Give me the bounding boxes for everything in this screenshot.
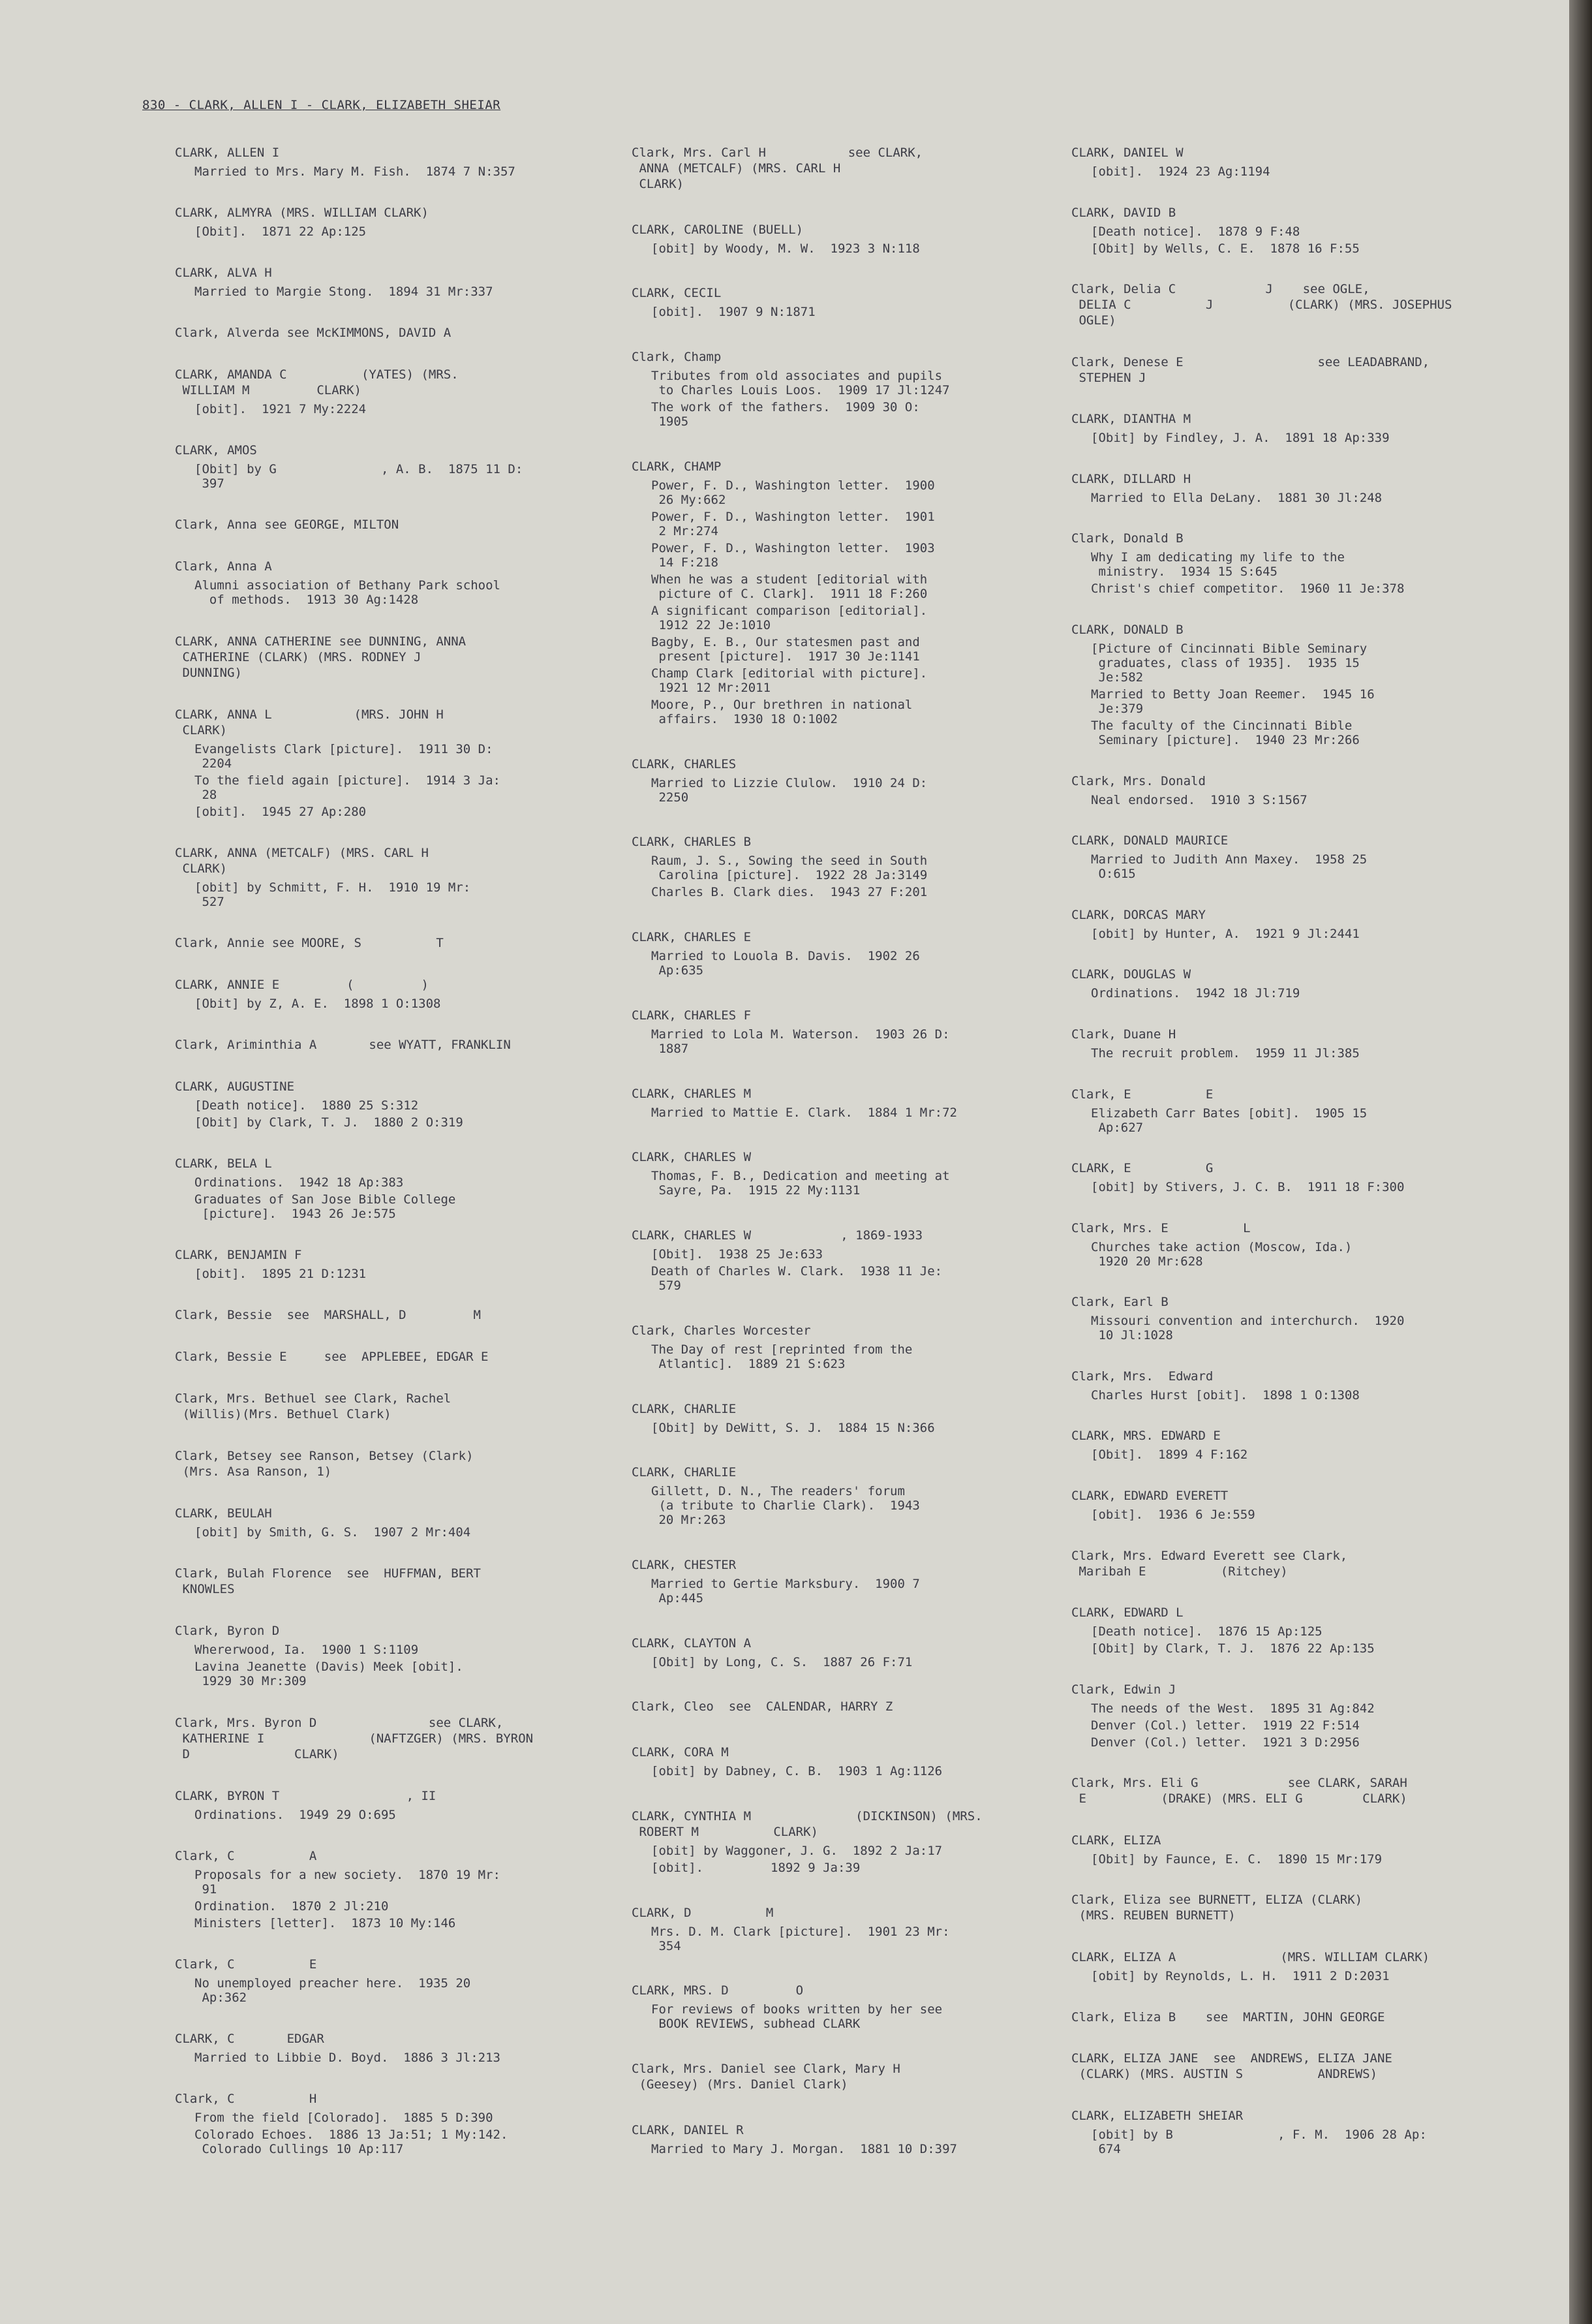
index-entry [1071,1605,1502,1656]
index-entry [1071,281,1502,328]
index-entry [632,1905,1075,1953]
index-entry [632,222,1075,256]
entry-heading: CLARK, ELIZABETH SHEIAR [1071,2108,1244,2123]
entry-citation: Married to Lola M. Waterson. 1903 26 D: 1887 [651,1027,950,1056]
entry-citation: Neal endorsed. 1910 3 S:1567 [1091,792,1308,807]
entry-heading: Clark, Eliza B see MARTIN, JOHN GEORGE [1071,2009,1385,2024]
entry-heading: CLARK, ELIZA [1071,1833,1161,1848]
index-entry [1071,471,1502,505]
index-entry [175,1307,619,1323]
entry-heading: Clark, Byron D [175,1624,280,1639]
entry-citation: Death of Charles W. Clark. 1938 11 Je: 579 [651,1264,943,1294]
entry-citation: When he was a student [editorial with picture of C. Clark]. 1911 18 F:260 [651,572,928,601]
entry-heading: Clark, Mrs. Edward [1071,1369,1214,1384]
entry-citation: Evangelists Clark [picture]. 1911 30 D: 2204 [194,741,493,771]
entry-heading: Clark, Anna see GEORGE, MILTON [175,518,399,533]
index-entry [632,349,1075,429]
entry-heading: CLARK, ELIZA A (MRS. WILLIAM CLARK) [1071,1950,1430,1965]
entry-heading: CLARK, DONALD MAURICE [1071,833,1229,848]
entry-heading: CLARK, MRS. D O [632,1983,804,1998]
index-entry [1071,1220,1502,1269]
entry-citation: [obit] by Dabney, C. B. 1903 1 Ag:1126 [651,1764,943,1779]
index-entry [175,1079,619,1130]
entry-citation: The Day of rest [reprinted from the Atlantic]. 1889 21 S:623 [651,1342,913,1371]
index-entry [1071,1027,1502,1061]
index-entry [632,285,1075,319]
entry-citation: Married to Mrs. Mary M. Fish. 1874 7 N:357 [194,164,515,179]
index-entry [1071,907,1502,941]
index-entry [1071,833,1502,881]
index-entry [1071,622,1502,747]
index-entry [632,1983,1075,2031]
index-entry [1071,967,1502,1000]
entry-citation: The needs of the West. 1895 31 Ag:842 [1091,1701,1375,1716]
entry-heading: Clark, Mrs. Edward Everett see Clark, Maribah E (Ritchey) [1071,1548,1348,1579]
entry-heading: Clark, Donald B [1071,531,1184,546]
entry-heading: Clark, Mrs. E L [1071,1220,1251,1235]
entry-heading: Clark, Bessie E see APPLEBEE, EDGAR E [175,1350,489,1365]
entry-citation: Power, F. D., Washington letter. 1900 26 My:662 [651,478,935,507]
entry-citation: Denver (Col.) letter. 1919 22 F:514 [1091,1718,1360,1733]
entry-heading: CLARK, ALVA H [175,266,272,281]
entry-citation: Missouri convention and interchurch. 1920 10 Jl:1028 [1091,1314,1405,1343]
entry-heading: CLARK, CHARLES W , 1869-1933 [632,1228,923,1243]
entry-citation: [Obit]. 1938 25 Je:633 [651,1247,823,1262]
entry-citation: From the field [Colorado]. 1885 5 D:390 [194,2110,493,2125]
entry-citation: Churches take action (Moscow, Ida.) 1920 20 Mr:628 [1091,1239,1353,1269]
entry-citation: Tributes from old associates and pupils to Charles Louis Loos. 1909 17 Jl:1247 [651,369,950,398]
entry-heading: Clark, Annie see MOORE, S T [175,935,444,950]
index-entry [175,1623,619,1688]
entry-heading: Clark, Champ [632,350,722,365]
entry-citation: [Obit] by Z, A. E. 1898 1 O:1308 [194,996,441,1011]
entry-citation: Denver (Col.) letter. 1921 3 D:2956 [1091,1735,1360,1750]
index-entry [1071,1428,1502,1462]
index-entry [632,756,1075,805]
index-entry [632,1635,1075,1669]
entry-citation: Elizabeth Carr Bates [obit]. 1905 15 Ap:627 [1091,1106,1368,1135]
index-entry [1071,354,1502,386]
entry-heading: CLARK, E G [1071,1161,1214,1176]
index-entry [632,1808,1075,1875]
entry-heading: Clark, Earl B [1071,1295,1169,1310]
entry-citation: Ministers [letter]. 1873 10 My:146 [194,1915,456,1930]
entry-heading: Clark, E E [1071,1087,1214,1102]
index-entry [175,1848,619,1930]
entry-heading: CLARK, CORA M [632,1745,729,1760]
entry-heading: Clark, Mrs. Donald [1071,773,1206,788]
entry-citation: The recruit problem. 1959 11 Jl:385 [1091,1046,1360,1061]
entry-citation: The work of the fathers. 1909 30 O: 1905 [651,400,920,429]
entry-citation: Champ Clark [editorial with picture]. 1921 12 Mr:2011 [651,666,928,695]
entry-citation: Married to Gertie Marksbury. 1900 7 Ap:445 [651,1577,920,1606]
index-entry [1071,1488,1502,1522]
entry-citation: [obit]. 1907 9 N:1871 [651,305,816,320]
entry-citation: [obit]. 1895 21 D:1231 [194,1267,367,1281]
entry-heading: Clark, Cleo see CALENDAR, HARRY Z [632,1699,893,1714]
index-entry [632,2061,1075,2092]
index-entry [1071,1682,1502,1750]
index-column-1 [175,145,619,2173]
entry-heading: Clark, Eliza see BURNETT, ELIZA (CLARK) (MRS. REUBEN BURNETT) [1071,1893,1363,1923]
entry-citation: Colorado Echoes. 1886 13 Ja:51; 1 My:142. Colorado Cullings 10 Ap:117 [194,2127,508,2156]
entry-heading: Clark, Alverda see McKIMMONS, DAVID A [175,326,452,341]
entry-citation: [obit] by B , F. M. 1906 28 Ap: 674 [1091,2127,1427,2156]
entry-citation: To the field again [picture]. 1914 3 Ja: 28 [194,773,500,802]
entry-heading: CLARK, ANNA L (MRS. JOHN H CLARK) [175,707,444,737]
entry-heading: CLARK, AMANDA C (YATES) (MRS. WILLIAM M CLARK) [175,367,459,398]
entry-citation: Raum, J. S., Sowing the seed in South Carolina [picture]. 1922 28 Ja:3149 [651,854,928,883]
index-entry [175,1715,619,1762]
index-entry [1071,411,1502,445]
entry-citation: Married to Lizzie Clulow. 1910 24 D: 2250 [651,775,928,805]
entry-heading: Clark, Bulah Florence see HUFFMAN, BERT KNOWLES [175,1566,481,1597]
entry-citation: [obit]. 1892 9 Ja:39 [651,1860,861,1875]
index-entry [175,205,619,239]
index-entry [632,1149,1075,1198]
entry-heading: CLARK, ALMYRA (MRS. WILLIAM CLARK) [175,206,429,221]
entry-citation: [obit] by Hunter, A. 1921 9 Jl:2441 [1091,926,1360,941]
entry-heading: CLARK, ANNA (METCALF) (MRS. CARL H CLARK) [175,845,429,876]
index-entry [632,1557,1075,1605]
entry-heading: CLARK, DANIEL W [1071,146,1184,160]
entry-citation: Married to Ella DeLany. 1881 30 Jl:248 [1091,490,1383,505]
entry-citation: Power, F. D., Washington letter. 1901 2 Mr:274 [651,509,935,538]
index-entry [175,1391,619,1422]
index-entry [175,367,619,416]
entry-citation: [obit] by Reynolds, L. H. 1911 2 D:2031 [1091,1969,1390,1984]
index-entry [632,145,1075,192]
entry-heading: CLARK, D M [632,1905,774,1920]
index-entry [1071,1087,1502,1135]
entry-heading: Clark, Ariminthia A see WYATT, FRANKLIN [175,1037,511,1052]
entry-citation: Why I am dedicating my life to the ministry. 1934 15 S:645 [1091,550,1345,580]
entry-citation: Married to Mary J. Morgan. 1881 10 D:397 [651,2141,957,2156]
entry-citation: [Obit] by Wells, C. E. 1878 16 F:55 [1091,241,1360,256]
entry-heading: CLARK, DORCAS MARY [1071,907,1206,922]
entry-citation: [Death notice]. 1880 25 S:312 [194,1098,419,1113]
entry-citation: Moore, P., Our brethren in national affairs. 1930 18 O:1002 [651,697,913,726]
entry-heading: Clark, C H [175,2091,317,2106]
index-entry [175,1788,619,1822]
index-entry [175,1037,619,1053]
entry-heading: Clark, C E [175,1957,317,1972]
entry-heading: CLARK, CHARLIE [632,1401,737,1416]
entry-heading: CLARK, CHARLIE [632,1465,737,1480]
index-entry [632,1228,1075,1293]
entry-heading: Clark, Betsey see Ranson, Betsey (Clark) (Mrs. Asa Ranson, 1) [175,1449,474,1480]
entry-citation: [Obit] by Clark, T. J. 1876 22 Ap:135 [1091,1641,1375,1656]
entry-citation: Alumni association of Bethany Park school of methods. 1913 30 Ag:1428 [194,578,500,608]
index-entry [1071,205,1502,256]
entry-citation: A significant comparison [editorial]. 1912 22 Je:1010 [651,603,928,632]
entry-heading: CLARK, CHARLES E [632,930,752,945]
entry-heading: CLARK, ELIZA JANE see ANDREWS, ELIZA JANE (CLARK) (MRS. AUSTIN S ANDREWS) [1071,2051,1392,2082]
entry-citation: [Obit] by Faunce, E. C. 1890 15 Mr:179 [1091,1851,1383,1867]
entry-heading: Clark, Denese E see LEADABRAND, STEPHEN J [1071,354,1430,385]
entry-heading: CLARK, AUGUSTINE [175,1079,295,1094]
index-column-3 [1071,145,1502,2173]
index-entry [632,2122,1075,2156]
entry-heading: Clark, Anna A [175,559,272,574]
entry-heading: CLARK, C EDGAR [175,2031,324,2046]
entry-heading: CLARK, EDWARD L [1071,1605,1184,1620]
entry-heading: CLARK, CLAYTON A [632,1635,752,1650]
entry-heading: Clark, Bessie see MARSHALL, D M [175,1308,481,1323]
entry-citation: [obit]. 1921 7 My:2224 [194,402,367,417]
entry-citation: Ordination. 1870 2 Jl:210 [194,1898,389,1913]
entry-citation: Charles B. Clark dies. 1943 27 F:201 [651,885,928,900]
entry-citation: [Death notice]. 1876 15 Ap:125 [1091,1624,1323,1639]
entry-heading: CLARK, DANIEL R [632,2122,744,2137]
entry-citation: Married to Louola B. Davis. 1902 26 Ap:635 [651,949,920,978]
entry-citation: Gillett, D. N., The readers' forum (a tribute to Charlie Clark). 1943 20 Mr:263 [651,1484,920,1528]
index-entry [175,517,619,533]
index-column-2 [632,145,1075,2173]
entry-heading: CLARK, DIANTHA M [1071,412,1191,427]
index-entry [175,559,619,607]
entry-citation: Christ's chief competitor. 1960 11 Je:378 [1091,581,1405,596]
entry-citation: For reviews of books written by her see BOOK REVIEWS, subhead CLARK [651,2002,943,2032]
index-entry [175,1957,619,2005]
index-entry [175,634,619,681]
entry-citation: The faculty of the Cincinnati Bible Seminary [picture]. 1940 23 Mr:266 [1091,719,1360,748]
entry-citation: Charles Hurst [obit]. 1898 1 O:1308 [1091,1387,1360,1402]
index-entry [1071,531,1502,596]
entry-citation: [Obit]. 1871 22 Ap:125 [194,225,367,240]
entry-heading: CLARK, ALLEN I [175,146,280,160]
entry-heading: CLARK, CHARLES [632,756,737,771]
entry-heading: Clark, Mrs. Bethuel see Clark, Rachel (Willis)(Mrs. Bethuel Clark) [175,1391,452,1422]
entry-heading: CLARK, CHARLES F [632,1008,752,1023]
index-entry [175,1247,619,1281]
index-entry [175,265,619,299]
index-entry [632,834,1075,899]
index-entry [1071,2051,1502,2082]
entry-heading: CLARK, DOUGLAS W [1071,967,1191,982]
entry-heading: Clark, Mrs. Carl H see CLARK, ANNA (METCALF) (MRS. CARL H CLARK) [632,146,923,191]
entry-citation: [Obit] by Findley, J. A. 1891 18 Ap:339 [1091,431,1390,446]
entry-heading: CLARK, CHARLES B [632,835,752,850]
entry-citation: [obit] by Woody, M. W. 1923 3 N:118 [651,241,920,256]
entry-heading: CLARK, CYNTHIA M (DICKINSON) (MRS. ROBERT M CLARK) [632,1808,983,1839]
entry-citation: [obit]. 1936 6 Je:559 [1091,1507,1255,1522]
entry-citation: Graduates of San Jose Bible College [picture]. 1943 26 Je:575 [194,1192,456,1221]
entry-citation: Married to Betty Joan Reemer. 1945 16 Je:379 [1091,687,1375,717]
index-entry [632,1086,1075,1120]
index-entry [1071,2108,1502,2156]
entry-heading: Clark, Mrs. Eli G see CLARK, SARAH E (DRAKE) (MRS. ELI G CLARK) [1071,1776,1407,1806]
entry-citation: Bagby, E. B., Our statesmen past and present [picture]. 1917 30 Je:1141 [651,634,920,664]
entry-citation: Married to Margie Stong. 1894 31 Mr:337 [194,285,493,300]
entry-heading: Clark, Duane H [1071,1027,1176,1042]
index-entry [175,1566,619,1597]
index-entry [175,145,619,179]
entry-heading: CLARK, DAVID B [1071,205,1176,220]
index-entry [632,1401,1075,1435]
entry-citation: No unemployed preacher here. 1935 20 Ap:362 [194,1975,471,2005]
entry-citation: [obit]. 1945 27 Ap:280 [194,804,367,819]
index-entry [175,1156,619,1221]
entry-citation: [Obit]. 1899 4 F:162 [1091,1448,1248,1463]
entry-citation: Married to Libbie D. Boyd. 1886 3 Jl:213 [194,2050,500,2065]
entry-citation: Lavina Jeanette (Davis) Meek [obit]. 1929 30 Mr:309 [194,1660,463,1689]
entry-citation: Power, F. D., Washington letter. 1903 14 F:218 [651,540,935,570]
index-entry [175,845,619,909]
entry-heading: Clark, Delia C J see OGLE, DELIA C J (CLARK) (MRS. JOSEPHUS OGLE) [1071,282,1452,328]
entry-citation: Whererwood, Ia. 1900 1 S:1109 [194,1643,419,1658]
entry-citation: [obit] by Schmitt, F. H. 1910 19 Mr: 527 [194,880,471,909]
entry-heading: CLARK, ANNA CATHERINE see DUNNING, ANNA CATHERINE (CLARK) (MRS. RODNEY J DUNNING) [175,634,467,680]
entry-citation: Thomas, F. B., Dedication and meeting at Sayre, Pa. 1915 22 My:1131 [651,1169,950,1198]
index-entry [1071,1949,1502,1983]
index-entry [1071,1294,1502,1342]
index-entry [175,325,619,341]
index-entry [1071,1833,1502,1867]
index-entry [632,459,1075,726]
entry-citation: [Picture of Cincinnati Bible Seminary graduates, class of 1935]. 1935 15 Je:582 [1091,642,1368,685]
entry-heading: CLARK, BELA L [175,1156,272,1171]
index-entry [632,1699,1075,1714]
entry-heading: CLARK, AMOS [175,443,257,458]
entry-heading: CLARK, MRS. EDWARD E [1071,1429,1221,1444]
entry-citation: Ordinations. 1942 18 Ap:383 [194,1175,404,1190]
index-entry [175,935,619,951]
index-entry [1071,1775,1502,1806]
entry-heading: CLARK, BYRON T , II [175,1788,436,1803]
entry-heading: CLARK, ANNIE E ( ) [175,977,429,992]
index-entry [175,2091,619,2156]
entry-heading: CLARK, CAROLINE (BUELL) [632,222,804,237]
index-entry [175,442,619,491]
entry-citation: [Death notice]. 1878 9 F:48 [1091,224,1300,239]
index-entry [1071,1369,1502,1402]
entry-heading: Clark, Mrs. Daniel see Clark, Mary H (Geesey) (Mrs. Daniel Clark) [632,2062,900,2092]
index-entry [175,1506,619,1540]
entry-citation: [obit] by Smith, G. S. 1907 2 Mr:404 [194,1525,471,1540]
index-entry [175,1448,619,1480]
entry-citation: [obit] by Waggoner, J. G. 1892 2 Ja:17 [651,1843,943,1858]
entry-citation: [Obit] by Long, C. S. 1887 26 F:71 [651,1654,913,1669]
entry-heading: CLARK, DONALD B [1071,623,1184,638]
entry-heading: CLARK, CHARLES M [632,1086,752,1101]
index-entry [632,1464,1075,1527]
entry-heading: CLARK, DILLARD H [1071,471,1191,486]
entry-citation: Ordinations. 1942 18 Jl:719 [1091,986,1300,1001]
entry-citation: [obit]. 1924 23 Ag:1194 [1091,164,1270,179]
index-entry [1071,1160,1502,1194]
index-entry [1071,2009,1502,2025]
entry-citation: [Obit] by DeWitt, S. J. 1884 15 N:366 [651,1420,935,1435]
index-entry [175,707,619,819]
entry-heading: CLARK, EDWARD EVERETT [1071,1488,1229,1503]
entry-heading: CLARK, BEULAH [175,1506,272,1521]
index-entry [632,1323,1075,1371]
index-entry [1071,1892,1502,1923]
index-entry [1071,145,1502,179]
entry-heading: CLARK, CHESTER [632,1558,737,1573]
entry-heading: CLARK, CHARLES W [632,1150,752,1165]
entry-citation: [Obit] by Clark, T. J. 1880 2 O:319 [194,1115,463,1130]
entry-citation: Ordinations. 1949 29 O:695 [194,1807,396,1822]
index-entry [632,1008,1075,1056]
entry-citation: Married to Judith Ann Maxey. 1958 25 O:615 [1091,852,1368,882]
entry-heading: Clark, Mrs. Byron D see CLARK, KATHERINE I (NAFTZGER) (MRS. BYRON D CLARK) [175,1715,534,1761]
index-entry [175,2031,619,2065]
index-entry [1071,773,1502,807]
entry-citation: [obit] by Stivers, J. C. B. 1911 18 F:300 [1091,1180,1405,1195]
book-gutter [1569,0,1592,2324]
index-entry [632,929,1075,978]
entry-citation: Mrs. D. M. Clark [picture]. 1901 23 Mr: 354 [651,1924,950,1953]
index-entry [1071,1548,1502,1579]
index-entry [175,977,619,1011]
entry-citation: Married to Mattie E. Clark. 1884 1 Mr:72 [651,1105,957,1120]
entry-heading: Clark, C A [175,1848,317,1863]
entry-citation: Proposals for a new society. 1870 19 Mr: 91 [194,1867,500,1897]
entry-heading: CLARK, CHAMP [632,459,722,474]
entry-heading: Clark, Charles Worcester [632,1323,811,1338]
index-entry [175,1349,619,1365]
entry-heading: CLARK, CECIL [632,286,722,301]
entry-citation: [Obit] by G , A. B. 1875 11 D: 397 [194,462,523,491]
running-head: 830 - CLARK, ALLEN I - CLARK, ELIZABETH SHEIAR [142,98,501,112]
index-entry [632,1744,1075,1778]
entry-heading: CLARK, BENJAMIN F [175,1248,302,1262]
entry-heading: Clark, Edwin J [1071,1682,1176,1697]
